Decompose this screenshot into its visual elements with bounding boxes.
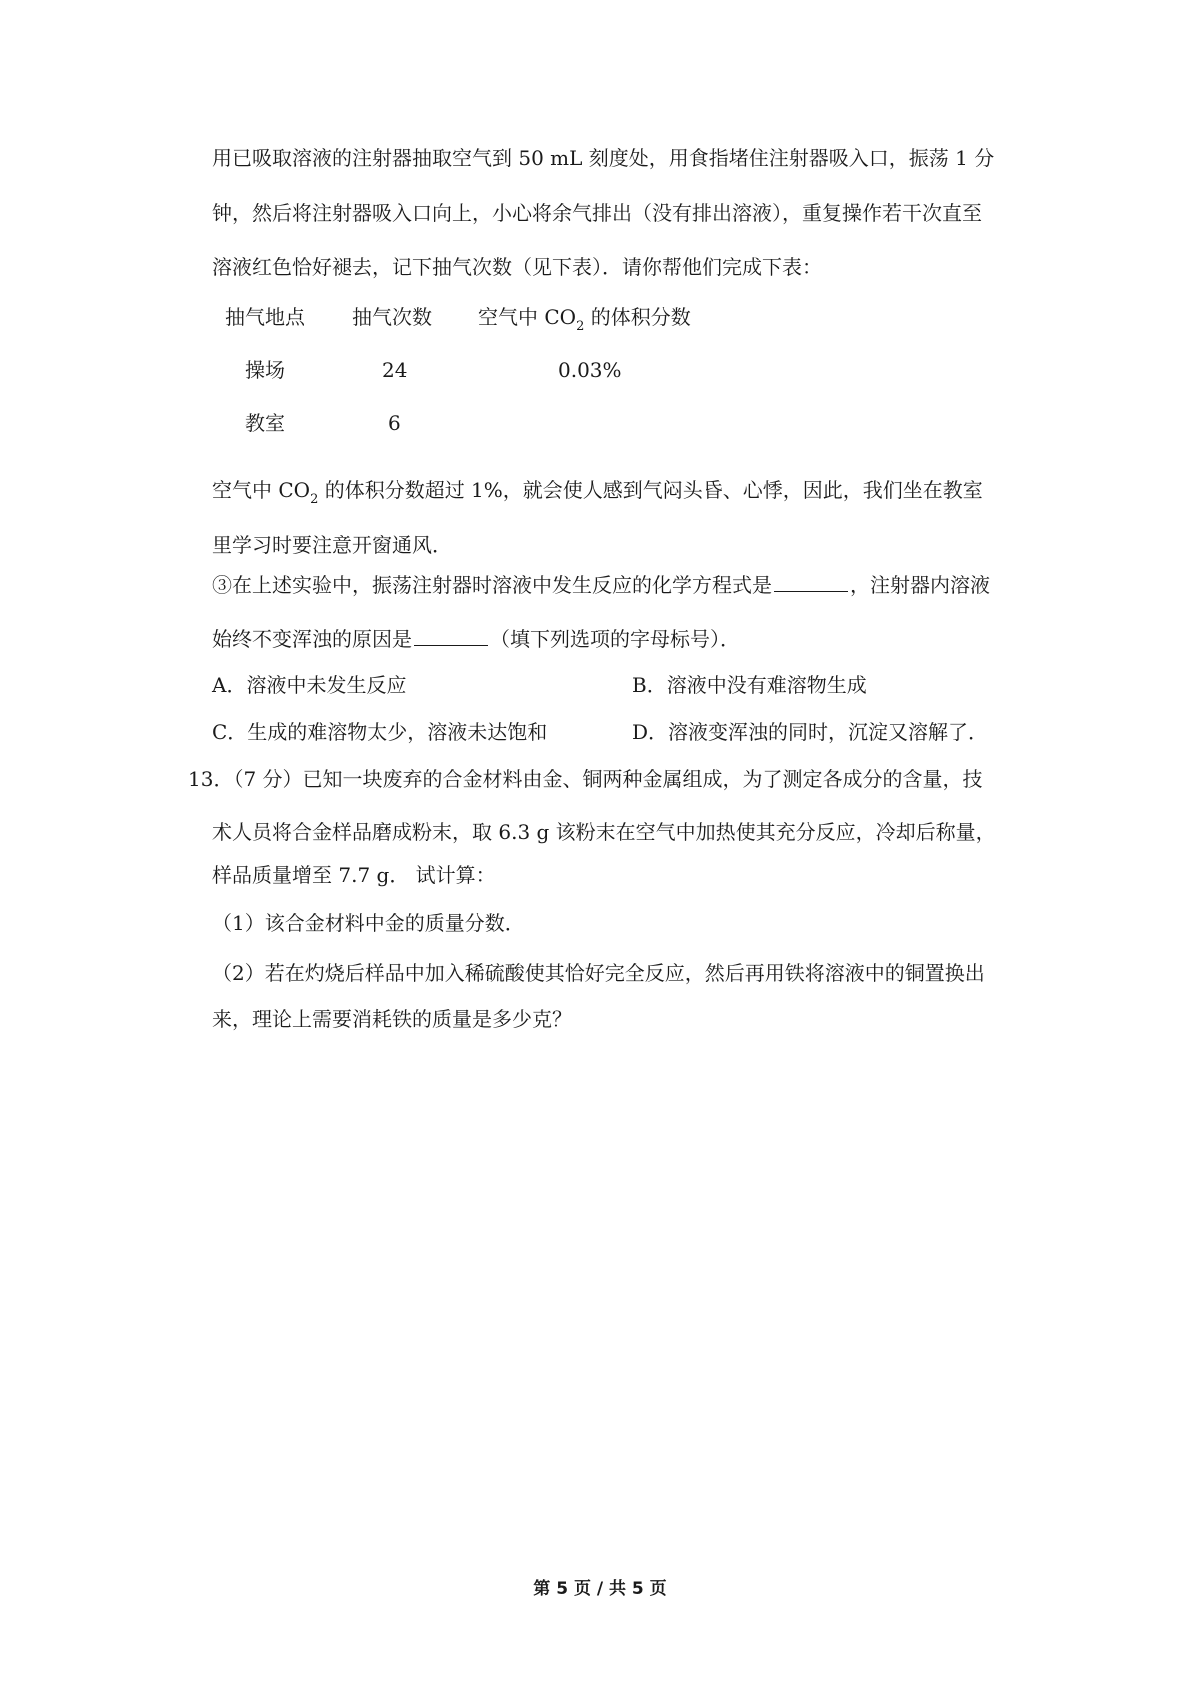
table-header-count: 抽气次数: [352, 305, 432, 329]
question-line: 样品质量增至 7.7 g． 试计算：: [212, 863, 496, 887]
question-line: 始终不变浑浊的原因是 （填下列选项的字母标号）．: [212, 627, 740, 651]
question-line: 术人员将合金样品磨成粉末，取 6.3 g 该粉末在空气中加热使其充分反应，冷却后称量，: [212, 820, 996, 844]
table-header-fraction: 空气中 $CO_2$ 的体积分数: [478, 305, 691, 334]
paragraph-line: 溶液红色恰好褪去，记下抽气次数（见下表）．请你帮他们完成下表：: [212, 255, 822, 279]
paragraph-line: 钟，然后将注射器吸入口向上，小心将余气排出（没有排出溶液），重复操作若干次直至: [212, 201, 982, 225]
answer-blank[interactable]: [414, 625, 488, 646]
answer-blank[interactable]: [774, 571, 848, 592]
option-b: B．溶液中没有难溶物生成: [632, 673, 867, 697]
paragraph-line: 里学习时要注意开窗通风．: [212, 533, 452, 557]
table-cell-place: 操场: [245, 358, 285, 382]
question-line: 13．（7 分）已知一块废弃的合金材料由金、铜两种金属组成，为了测定各成分的含量，技: [188, 767, 983, 791]
option-c: C．生成的难溶物太少，溶液未达饱和: [212, 720, 548, 744]
option-a: A．溶液中未发生反应: [212, 673, 407, 697]
question-line: ③在上述实验中，振荡注射器时溶液中发生反应的化学方程式是 ，注射器内溶液: [212, 573, 990, 597]
sub-question: （1）该合金材料中金的质量分数．: [212, 911, 525, 935]
sub-question: 来，理论上需要消耗铁的质量是多少克？: [212, 1007, 572, 1031]
table-cell-count: 6: [388, 411, 401, 435]
table-header-place: 抽气地点: [225, 305, 305, 329]
sub-question: （2）若在灼烧后样品中加入稀硫酸使其恰好完全反应，然后再用铁将溶液中的铜置换出: [212, 961, 985, 985]
paragraph-line: 空气中 $CO_2$ 的体积分数超过 1%，就会使人感到气闷头昏、心悸，因此，我们坐在教室: [212, 478, 983, 507]
option-d: D．溶液变浑浊的同时，沉淀又溶解了．: [632, 720, 989, 744]
table-cell-count: 24: [382, 358, 408, 382]
table-cell-place: 教室: [245, 411, 285, 435]
page-number: 第 5 页 / 共 5 页: [533, 1579, 667, 1599]
table-cell-fraction: 0.03%: [558, 358, 622, 382]
paragraph-line: 用已吸取溶液的注射器抽取空气到 50 mL 刻度处，用食指堵住注射器吸入口，振荡 1 分: [212, 146, 995, 170]
